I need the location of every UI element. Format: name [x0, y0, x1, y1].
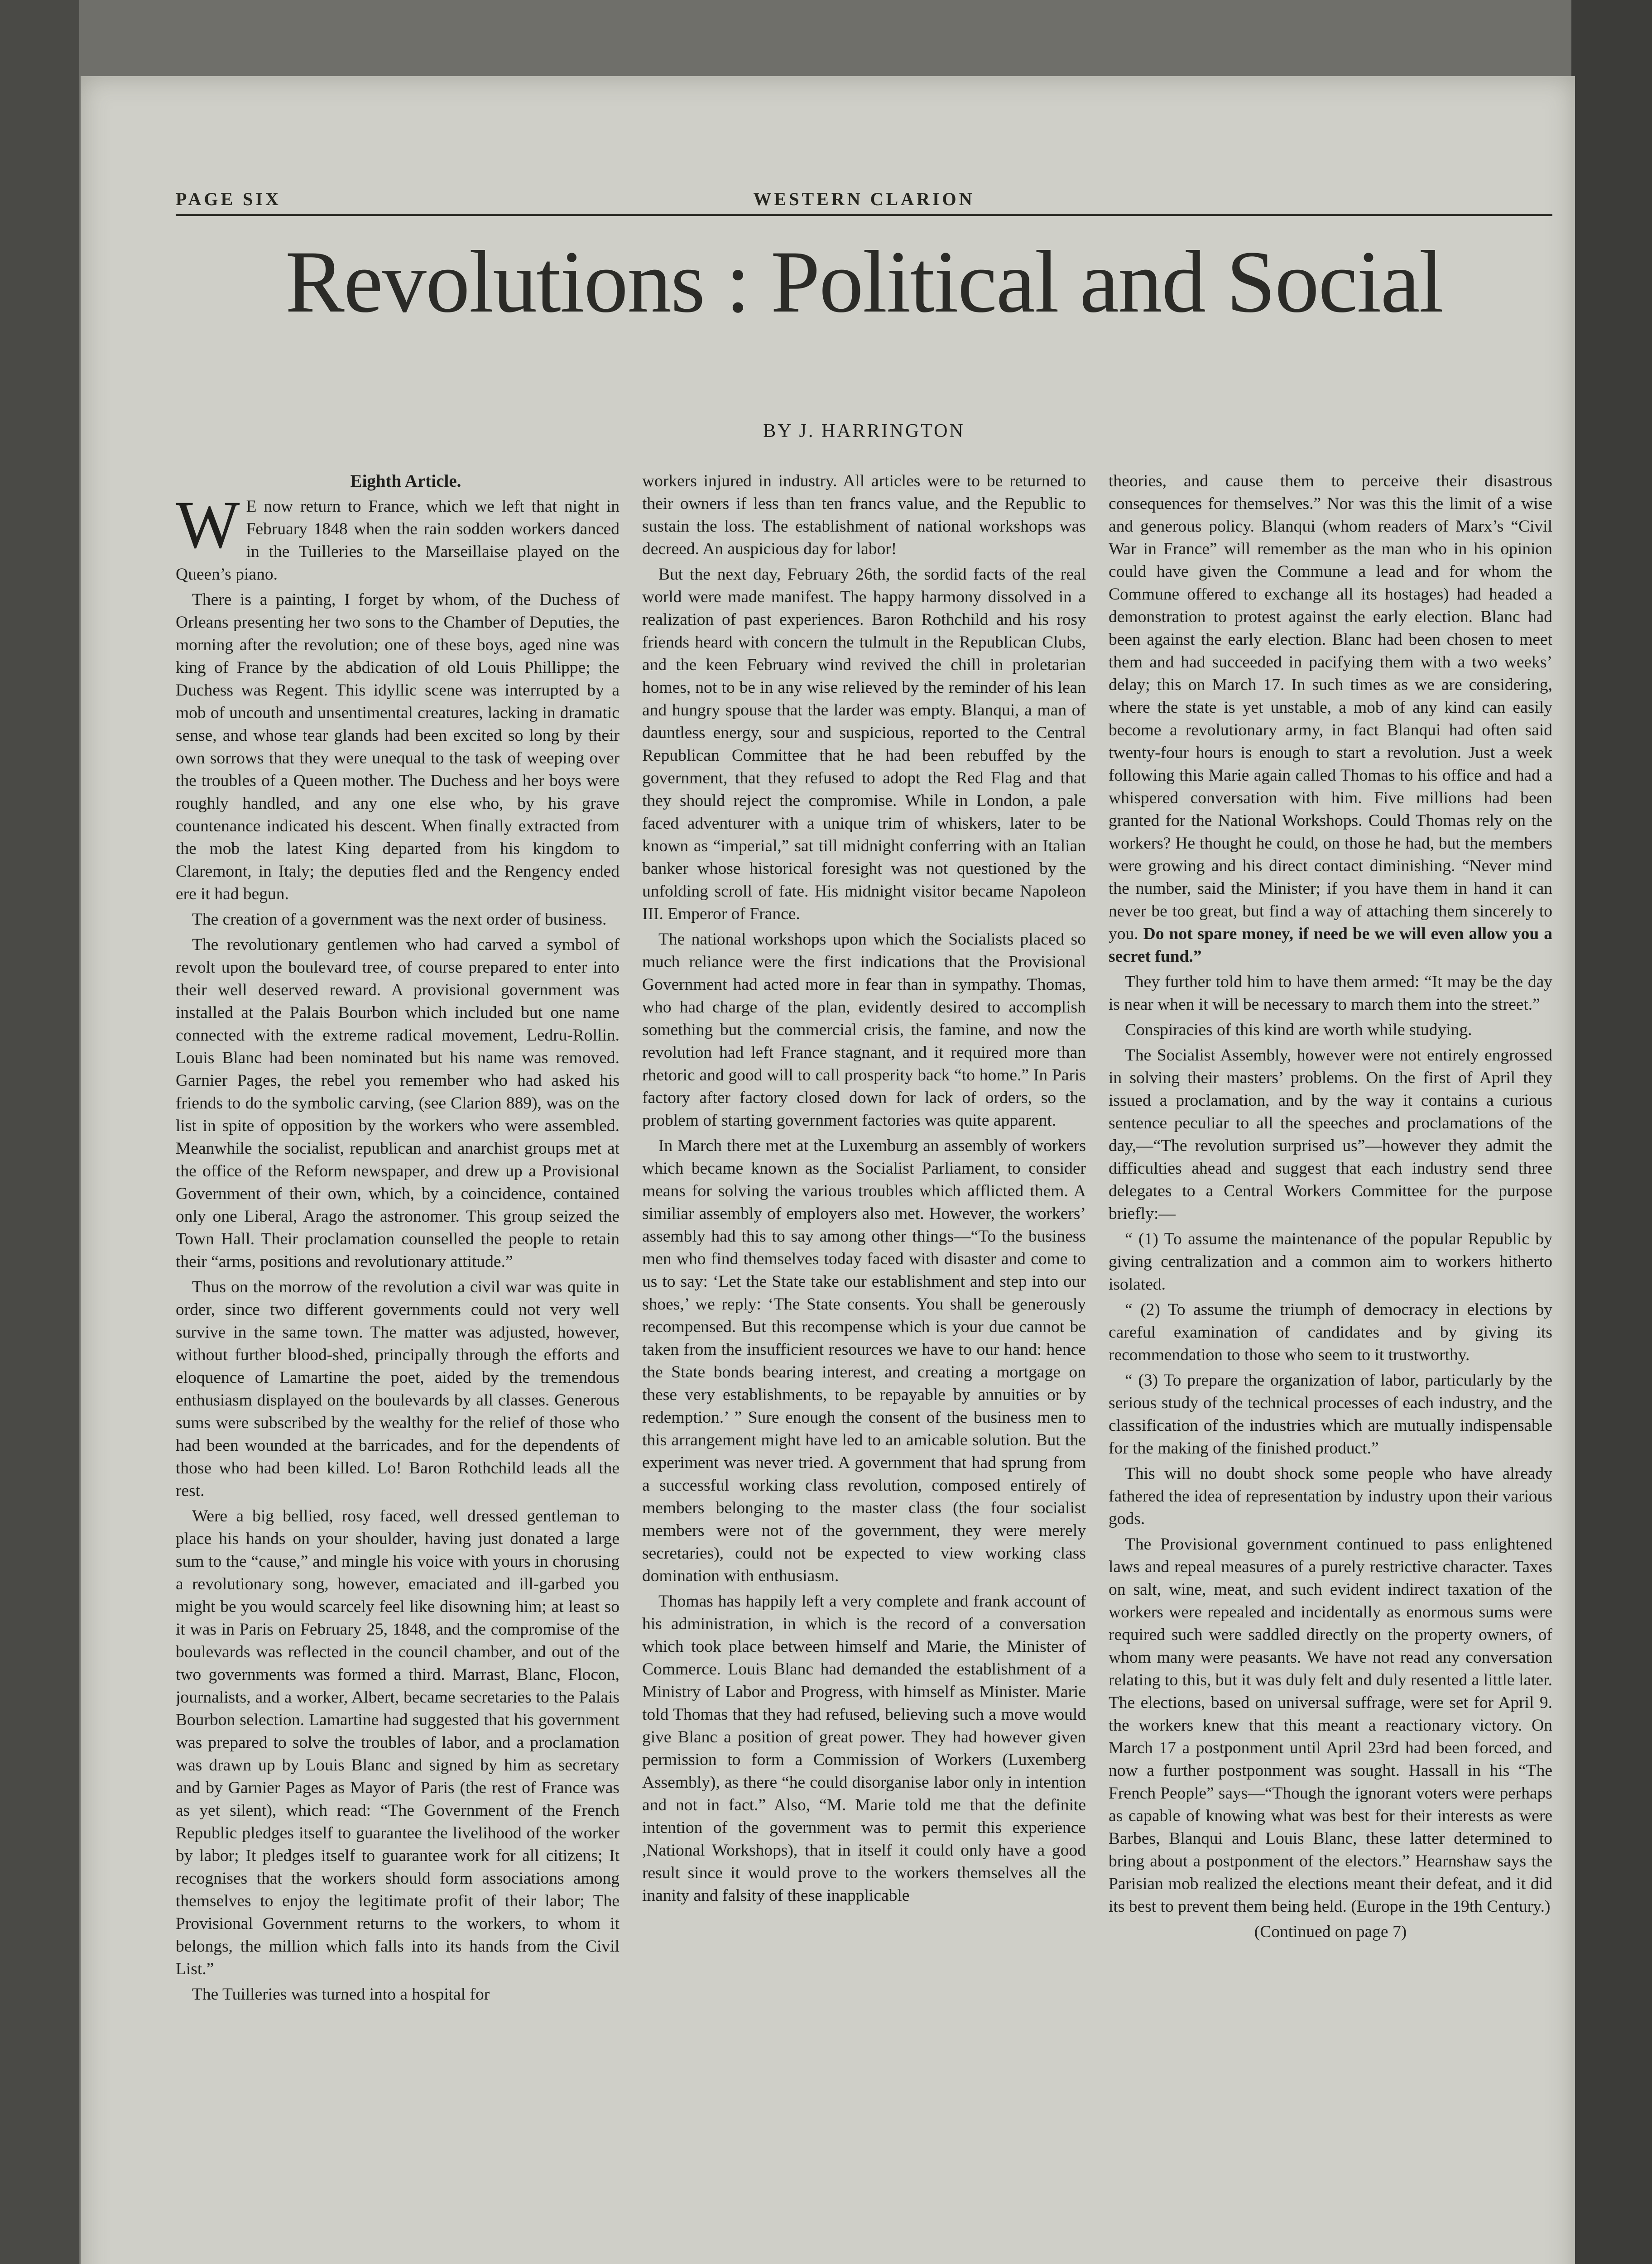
article-byline: BY J. HARRINGTON	[763, 421, 965, 441]
col3-point-2: “ (2) To assume the triumph of democracy in elections by careful examination of candidates and by giving its recommendation to those who seem to it trustworthy.	[1109, 1300, 1552, 1364]
col1-para-5: Thus on the morrow of the revolution a civil war was quite in order, since two different governments could not very well survive in the same town. The matter was adjusted, however, without further blood-shed, principally through the efforts and eloquence of Lamartine the poet, aided by the tremendous enthusiasm displayed on the boulevards by all classes. Generous sums were subscribed by the wealthy for the relief of those who had been wounded at the barricades, and for the dependents of those who had been killed. Lo! Baron Rothchild leads all the rest.	[176, 1278, 620, 1500]
col3-point-1: “ (1) To assume the maintenance of the popular Republic by giving centralization and a common aim to workers hitherto isolated.	[1109, 1230, 1552, 1294]
article-title: Revolutions : Political and Social	[285, 233, 1443, 331]
col3-bold-quote: Do not spare money, if need be we will even allow you a secret fund.”	[1109, 925, 1552, 966]
col1-para-7: The Tuilleries was turned into a hospital for	[192, 1985, 490, 2004]
col2-para-5: Thomas has happily left a very complete and frank account of his administration, in which is the record of a conversation which took place between himself and Marie, the Minister of Commerce. Louis Blanc had demanded the establishment of a Ministry of Labor and Progress, with himself as Minister. Marie told Thomas that they had refused, believing such a move would give Blanc a position of great power. They had however given permission to form a Commission of Workers (Luxemberg Assembly), as there “he could disorganise labor only in intention and not in fact.” Also, “M. Marie told me that the definite intention of the government was to permit this experience ,National Workshops), that in itself it could only have a good result since it would prove to the workers themselves all the inanity and falsity of these inapplicable	[642, 1592, 1086, 1905]
col1-para-1-text: E now return to France, which we left that night in February 1848 when the rain sodden workers danced in the Tuilleries to the Marseillaise played on the Queen’s piano.	[176, 497, 620, 584]
page-label: PAGE SIX	[176, 189, 281, 209]
col2-para-2: But the next day, February 26th, the sordid facts of the real world were made manifest. The happy harmony dissolved in a realization of past experiences. Baron Rothchild and his rosy friends heard with concern the tulmult in the Republican Clubs, and the keen February wind revived the chill in proletarian homes, not to be in any wise relieved by the reminder of his lean and hungry spouse that the larder was empty. Blanqui, a man of dauntless energy, sour and suspicious, reported to the Central Republican Committee that he had been rebuffed by the government, that they refused to adopt the Red Flag and that they should reject the compromise. While in London, a pale faced adventurer with a unique trim of whiskers, later to be known as “imperial,” sat till midnight conferring with an Italian banker whose historical foresight was not questioned by the unfolding scroll of fate. His midnight visitor became Napoleon III. Emperor of France.	[642, 565, 1086, 923]
scan-background-right	[1571, 0, 1652, 2264]
continued-note: (Continued on page 7)	[1254, 1923, 1407, 1941]
col3-para-1	[1109, 470, 1552, 968]
col3-para-2: They further told him to have them armed: “It may be the day is near when it will be necessary to march them into the street.”	[1109, 973, 1552, 1014]
col3-para-6: The Provisional government continued to pass enlightened laws and repeal measures of a purely restrictive character. Taxes on salt, wine, meat, and such evident indirect taxation of the workers were repealed and incidentally as enormous sums were required such were saddled directly on the property owners, of whom many were peasants. We have not read any conversation relating to this, but it was duly felt and duly resented a little later. The elections, based on universal suffrage, were set for April 9. the workers knew that this meant a reactionary victory. On March 17 a postponment until April 23rd had been forced, and now a further postponment was sought. Hassall in his “The French People” says—“Though the ignorant voters were perhaps as capable of knowing what was best for their interests as were Barbes, Blanqui and Louis Blanc, these latter determined to bring about a postponment of the electors.” Hearnshaw says the Parisian mob realized the elections meant their defeat, and it did its best to prevent them being held. (Europe in the 19th Century.)	[1109, 1535, 1552, 1916]
col3-para-4: The Socialist Assembly, however were not entirely engrossed in solving their masters’ problems. On the first of April they issued a proclamation, and by the way it contains a curious sentence peculiar to all the speeches and proclamations of the day,—“The revolution surprised us”—however they admit the difficulties ahead and suggest that each industry send three delegates to a Central Workers Committee for the purpose briefly:—	[1109, 1046, 1552, 1223]
col3-para-1-text: theories, and cause them to perceive their disastrous consequences for themselves.” Nor was this the limit of a wise and generous policy. Blanqui (whom readers of Marx’s “Civil War in France” will remember as the man who in his opinion could have given the Commune a lead and for whom the Commune offered to exchange all its hostages) had headed a demonstration to protest against the early election. Blanc had been against the early election. Blanc had been chosen to meet them and had succeeded in pacifying them with a two weeks’ delay; this on March 17. In such times as we are considering, where the state is yet unstable, a mob of any kind can easily become a revolutionary army, in fact Blanqui had often said twenty-four hours is enough to start a revolution. Just a week following this Marie again called Thomas to his office and had a whispered conversation with him. Five millions had been granted for the National Workshops. Could Thomas rely on the workers? He thought he could, on those he had, but the members were growing and his direct contact diminishing. “Never mind the number, said the Minister; if you have them in hand it can never be too great, but find a way of attaching them sincerely to you.	[1109, 472, 1552, 943]
header-rule	[176, 214, 1552, 216]
article-subhead: Eighth Article.	[350, 471, 461, 491]
col3-para-5: This will no doubt shock some people who have already fathered the idea of representation by industry upon their various gods.	[1109, 1464, 1552, 1528]
drop-cap: W	[176, 487, 240, 562]
scan-background-left	[0, 0, 79, 2264]
newspaper-page	[81, 76, 1575, 2264]
col3-para-3: Conspiracies of this kind are worth while studying.	[1125, 1021, 1472, 1039]
paper-name: WESTERN CLARION	[753, 189, 975, 209]
column-1	[176, 470, 620, 2264]
col2-para-4: In March there met at the Luxemburg an assembly of workers which became known as the Socialist Parliament, to consider means for solving the various troubles which afflicted them. A similiar assembly of employers also met. However, the workers’ assembly had this to say among other things—“To the business men who find themselves today faced with disaster and come to us to say: ‘Let the State take our establishment and step into our shoes,’ we reply: ‘The State consents. You shall be generously recompensed. But this recompense which is your due cannot be taken from the insufficient resources we have to our hand: hence the State bonds bearing interest, and creating a mortgage on these very establishments, to be repayable by annuities or by redemption.’ ” Sure enough the consent of the business men to this arrangement might have led to an amicable solution. But the experiment was never tried. A government that had sprung from a successful working class revolution, composed entirely of members belonging to the master class (the four socialist members were not of the government, they were merely secretaries), could not be expected to view working class domination with enthusiasm.	[642, 1137, 1086, 1585]
col2-para-1: workers injured in industry. All articles were to be returned to their owners if less than ten francs value, and the Republic to sustain the loss. The establishment of national workshops was decreed. An auspicious day for labor!	[642, 472, 1086, 558]
column-2	[642, 470, 1086, 2264]
column-3	[1109, 470, 1552, 2264]
col1-para-6: Were a big bellied, rosy faced, well dressed gentleman to place his hands on your shoulder, having just donated a large sum to the “cause,” and mingle his voice with yours in chorusing a revolutionary song, however, emaciated and ill-garbed you might be you would scarcely feel like disowning him; at least so it was in Paris on February 25, 1848, and the compromise of the boulevards was reflected in the council chamber, and out of the two governments was formed a third. Marrast, Blanc, Flocon, journalists, and a worker, Albert, became secretaries to the Palais Bourbon selection. Lamartine had suggested that his government was prepared to solve the troubles of labor, and a proclamation was drawn up by Louis Blanc and signed by him as secretary and by Garnier Pages as Mayor of Paris (the rest of France was as yet silent), which read: “The Government of the French Republic pledges itself to guarantee the livelihood of the worker by labor; It pledges itself to guarantee work for all citizens; It recognises that the workers should form associations among themselves to enjoy the legitimate profit of their labor; The Provisional Government returns to the workers, to whom it belongs, the million which falls into its hands from the Civil List.”	[176, 1507, 620, 1978]
col1-para-3: The creation of a government was the next order of business.	[192, 910, 607, 929]
col1-para-4: The revolutionary gentlemen who had carved a symbol of revolt upon the boulevard tree, of course prepared to enter into their well deserved reward. A provisional government was installed at the Palais Bourbon which included but one name connected with the extreme radical movement, Ledru-Rollin. Louis Blanc had been nominated but his name was removed. Garnier Pages, the rebel you remember who had asked his friends to do the symbolic carving, (see Clarion 889), was on the list in spite of opposition by the workers who were assembled. Meanwhile the socialist, republican and anarchist groups met at the office of the Reform newspaper, and drew up a Provisional Government of their own, which, by a coincidence, contained only one Liberal, Arago the astronomer. This group seized the Town Hall. Their proclamation counselled the people to retain their “arms, positions and revolutionary attitude.”	[176, 935, 620, 1271]
col2-para-3: The national workshops upon which the Socialists placed so much reliance were the first indications that the Provisional Government had acted more in fear than in sympathy. Thomas, who had charge of the plan, evidently desired to accomplish something but the commercial crisis, the famine, and now the revolution had left France stagnant, and it required more than rhetoric and good will to call prosperity back “to home.” In Paris factory after factory closed down for lack of orders, so the problem of starting government factories was quite apparent.	[642, 930, 1086, 1130]
running-head	[176, 188, 1552, 216]
col3-point-3: “ (3) To prepare the organization of labor, particularly by the serious study of the technical processes of each industry, and the classification of the industries which are mutually indispensable for the making of the finished product.”	[1109, 1371, 1552, 1458]
col1-para-1	[176, 487, 620, 586]
col1-para-2: There is a painting, I forget by whom, of the Duchess of Orleans presenting her two sons to the Chamber of Deputies, the morning after the revolution; one of these boys, aged nine was king of France by the abdication of old Louis Phillippe; the Duchess was Regent. This idyllic scene was interrupted by a mob of uncouth and unsentimental creatures, lacking in dramatic sense, and whose tear glands had been excited so long by their own sorrows that they were unequal to the task of weeping over the troubles of a Queen mother. The Duchess and her boys were roughly handled, and any one else who, by his grave countenance indicated his descent. When finally extracted from the mob the latest King departed from his kingdom to Claremont, in Italy; the deputies fled and the Rengency ended ere it had begun.	[176, 590, 620, 903]
